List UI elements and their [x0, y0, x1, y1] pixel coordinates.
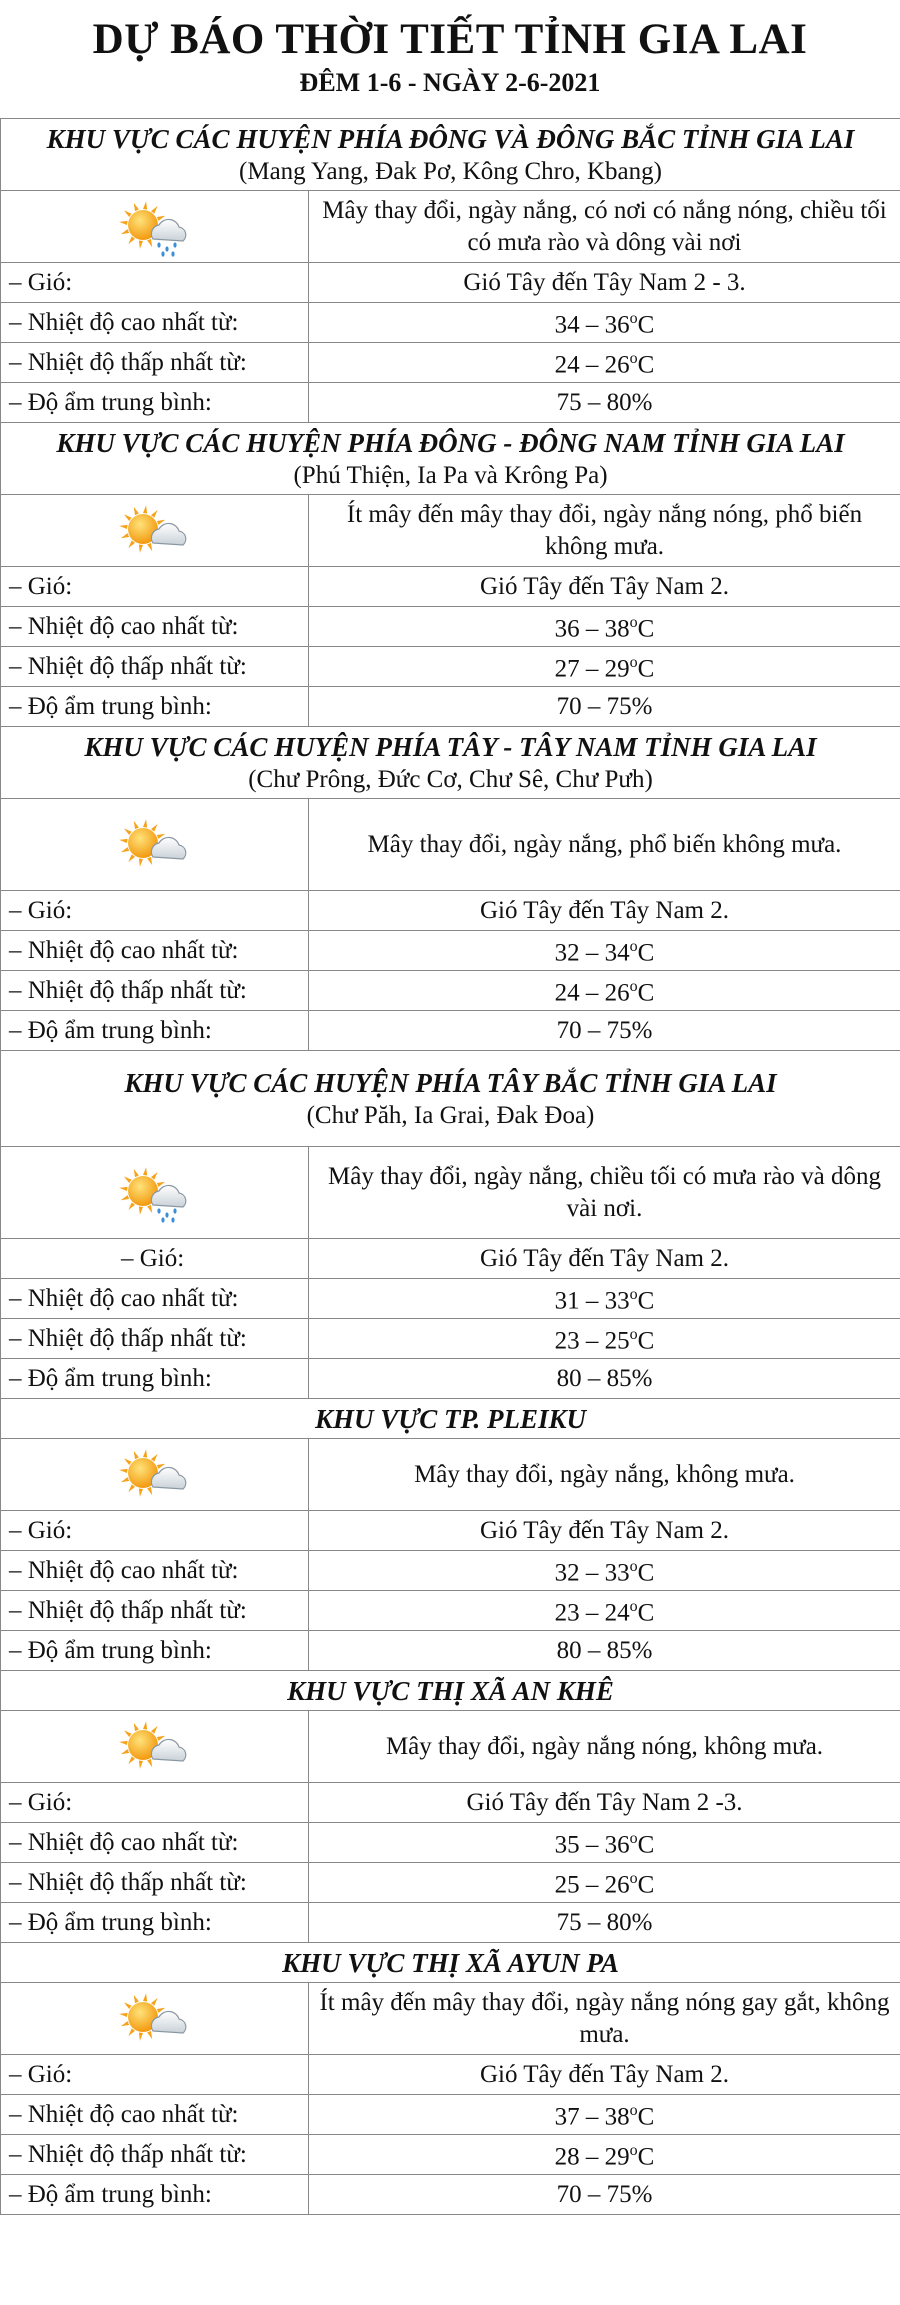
- weather-description: Mây thay đổi, ngày nắng nóng, không mưa.: [309, 1711, 900, 1783]
- temp-unit: C: [637, 1871, 655, 1899]
- region-header-cell: [1, 1399, 900, 1439]
- humidity-label: – Độ ẩm trung bình:: [1, 1011, 309, 1051]
- weather-icon-cell: [1, 1983, 309, 2055]
- wind-label: – Gió:: [1, 567, 309, 607]
- region-title: KHU VỰC CÁC HUYỆN PHÍA ĐÔNG - ĐÔNG NAM TỈNH GIA LAI: [56, 427, 845, 458]
- degree-sup: o: [629, 1870, 638, 1888]
- wind-label: – Gió:: [1, 1783, 309, 1823]
- page-title: DỰ BÁO THỜI TIẾT TỈNH GIA LAI: [92, 16, 808, 63]
- weather-icon-cell: [1, 1439, 309, 1511]
- humidity-label: – Độ ẩm trung bình:: [1, 383, 309, 423]
- max-temp-label: – Nhiệt độ cao nhất từ:: [1, 303, 309, 343]
- humidity-value: 70 – 75%: [309, 1011, 900, 1051]
- temp-unit: C: [637, 2103, 655, 2131]
- humidity-row: [1, 687, 900, 727]
- temp-unit: C: [637, 311, 655, 339]
- humidity-label: – Độ ẩm trung bình:: [1, 1631, 309, 1671]
- humidity-row: [1, 1903, 900, 1943]
- wind-row: [1, 2055, 900, 2095]
- region-header-row: [1, 727, 900, 799]
- region-weather-row: [1, 495, 900, 567]
- forecast-table: [0, 118, 900, 2215]
- weather-description: Ít mây đến mây thay đổi, ngày nắng nóng, phổ biến không mưa.: [309, 495, 900, 567]
- wind-label: – Gió:: [1, 2055, 309, 2095]
- temp-unit: C: [637, 351, 655, 379]
- min-temp-number: 25 – 26: [554, 1871, 630, 1899]
- weather-description: Mây thay đổi, ngày nắng, không mưa.: [309, 1439, 900, 1511]
- sun-cloud-rain-icon: [115, 1177, 195, 1204]
- wind-row: [1, 1511, 900, 1551]
- region-districts: (Chư Păh, Ia Grai, Đak Đoa): [306, 1101, 595, 1129]
- weather-icon-cell: [1, 1147, 309, 1239]
- min-temp-number: 24 – 26: [554, 979, 630, 1007]
- max-temp-number: 34 – 36: [554, 311, 630, 339]
- region-title: KHU VỰC CÁC HUYỆN PHÍA TÂY BẮC TỈNH GIA LAI: [124, 1067, 777, 1098]
- min-temp-label: – Nhiệt độ thấp nhất từ:: [1, 647, 309, 687]
- temp-unit: C: [637, 1287, 655, 1315]
- wind-label: – Gió:: [1, 1239, 309, 1279]
- max-temp-value: [309, 607, 900, 647]
- humidity-value: 75 – 80%: [309, 1903, 900, 1943]
- wind-row: [1, 1239, 900, 1279]
- temp-unit: C: [637, 1327, 655, 1355]
- degree-sup: o: [629, 2102, 638, 2120]
- wind-label: – Gió:: [1, 1511, 309, 1551]
- degree-sup: o: [629, 1326, 638, 1344]
- min-temp-value: [309, 1863, 900, 1903]
- weather-description: Mây thay đổi, ngày nắng, phổ biến không mưa.: [309, 799, 900, 891]
- humidity-row: [1, 2175, 900, 2215]
- min-temp-label: – Nhiệt độ thấp nhất từ:: [1, 1591, 309, 1631]
- degree-sup: o: [629, 350, 638, 368]
- min-temp-number: 23 – 24: [554, 1599, 630, 1627]
- temp-unit: C: [637, 1559, 655, 1587]
- max-temp-number: 37 – 38: [554, 2103, 630, 2131]
- max-temp-row: [1, 931, 900, 971]
- max-temp-label: – Nhiệt độ cao nhất từ:: [1, 1823, 309, 1863]
- min-temp-value: [309, 343, 900, 383]
- wind-value: Gió Tây đến Tây Nam 2.: [309, 891, 900, 931]
- region-header-row: [1, 1671, 900, 1711]
- max-temp-row: [1, 607, 900, 647]
- weather-description: Mây thay đổi, ngày nắng, chiều tối có mưa rào và dông vài nơi.: [309, 1147, 900, 1239]
- humidity-label: – Độ ẩm trung bình:: [1, 2175, 309, 2215]
- max-temp-value: [309, 1551, 900, 1591]
- max-temp-label: – Nhiệt độ cao nhất từ:: [1, 607, 309, 647]
- degree-sup: o: [629, 654, 638, 672]
- region-header-row: [1, 1399, 900, 1439]
- temp-unit: C: [637, 939, 655, 967]
- max-temp-label: – Nhiệt độ cao nhất từ:: [1, 2095, 309, 2135]
- humidity-value: 70 – 75%: [309, 687, 900, 727]
- min-temp-value: [309, 2135, 900, 2175]
- humidity-label: – Độ ẩm trung bình:: [1, 687, 309, 727]
- min-temp-row: [1, 647, 900, 687]
- min-temp-row: [1, 1863, 900, 1903]
- min-temp-row: [1, 2135, 900, 2175]
- max-temp-value: [309, 1279, 900, 1319]
- min-temp-label: – Nhiệt độ thấp nhất từ:: [1, 1319, 309, 1359]
- wind-row: [1, 263, 900, 303]
- degree-sup: o: [629, 310, 638, 328]
- humidity-row: [1, 1011, 900, 1051]
- max-temp-row: [1, 1551, 900, 1591]
- weather-description: Ít mây đến mây thay đổi, ngày nắng nóng gay gắt, không mưa.: [309, 1983, 900, 2055]
- region-weather-row: [1, 191, 900, 263]
- region-districts: (Chư Prông, Đức Cơ, Chư Sê, Chư Pưh): [248, 765, 653, 793]
- min-temp-value: [309, 1319, 900, 1359]
- page-subtitle: ĐÊM 1-6 - NGÀY 2-6-2021: [299, 68, 601, 97]
- humidity-label: – Độ ẩm trung bình:: [1, 1903, 309, 1943]
- degree-sup: o: [629, 1558, 638, 1576]
- min-temp-row: [1, 1591, 900, 1631]
- max-temp-label: – Nhiệt độ cao nhất từ:: [1, 1551, 309, 1591]
- max-temp-value: [309, 931, 900, 971]
- degree-sup: o: [629, 614, 638, 632]
- max-temp-number: 32 – 34: [554, 939, 630, 967]
- wind-value: Gió Tây đến Tây Nam 2 - 3.: [309, 263, 900, 303]
- weather-description: Mây thay đổi, ngày nắng, có nơi có nắng nóng, chiều tối có mưa rào và dông vài nơi: [309, 191, 900, 263]
- max-temp-value: [309, 2095, 900, 2135]
- min-temp-value: [309, 971, 900, 1011]
- forecast-table-body: [1, 119, 900, 2215]
- min-temp-label: – Nhiệt độ thấp nhất từ:: [1, 343, 309, 383]
- temp-unit: C: [637, 1831, 655, 1859]
- weather-icon-cell: [1, 1711, 309, 1783]
- region-title: KHU VỰC THỊ XÃ AYUN PA: [282, 1947, 619, 1978]
- weather-icon-cell: [1, 799, 309, 891]
- humidity-value: 70 – 75%: [309, 2175, 900, 2215]
- degree-sup: o: [629, 1598, 638, 1616]
- wind-value: Gió Tây đến Tây Nam 2.: [309, 2055, 900, 2095]
- wind-value: Gió Tây đến Tây Nam 2 -3.: [309, 1783, 900, 1823]
- max-temp-number: 35 – 36: [554, 1831, 630, 1859]
- region-header-cell: [1, 727, 900, 799]
- temp-unit: C: [637, 655, 655, 683]
- humidity-row: [1, 1631, 900, 1671]
- region-header-cell: [1, 1051, 900, 1147]
- humidity-row: [1, 1359, 900, 1399]
- region-weather-row: [1, 1439, 900, 1511]
- sun-cloud-icon: [115, 1459, 195, 1486]
- temp-unit: C: [637, 615, 655, 643]
- max-temp-row: [1, 303, 900, 343]
- region-title: KHU VỰC THỊ XÃ AN KHÊ: [287, 1675, 614, 1706]
- region-title: KHU VỰC TP. PLEIKU: [315, 1403, 586, 1434]
- degree-sup: o: [629, 1286, 638, 1304]
- sun-cloud-icon: [115, 1731, 195, 1758]
- wind-row: [1, 1783, 900, 1823]
- region-header-row: [1, 1943, 900, 1983]
- region-weather-row: [1, 1711, 900, 1783]
- min-temp-label: – Nhiệt độ thấp nhất từ:: [1, 2135, 309, 2175]
- sun-cloud-rain-icon: [115, 211, 195, 238]
- min-temp-label: – Nhiệt độ thấp nhất từ:: [1, 1863, 309, 1903]
- wind-label: – Gió:: [1, 263, 309, 303]
- wind-row: [1, 891, 900, 931]
- max-temp-row: [1, 1279, 900, 1319]
- max-temp-value: [309, 1823, 900, 1863]
- sun-cloud-icon: [115, 829, 195, 856]
- min-temp-label: – Nhiệt độ thấp nhất từ:: [1, 971, 309, 1011]
- degree-sup: o: [629, 1830, 638, 1848]
- min-temp-number: 28 – 29: [554, 2143, 630, 2171]
- region-header-cell: [1, 1671, 900, 1711]
- temp-unit: C: [637, 979, 655, 1007]
- region-districts: (Phú Thiện, Ia Pa và Krông Pa): [293, 461, 608, 489]
- wind-value: Gió Tây đến Tây Nam 2.: [309, 567, 900, 607]
- wind-value: Gió Tây đến Tây Nam 2.: [309, 1239, 900, 1279]
- weather-icon-cell: [1, 495, 309, 567]
- region-header-cell: [1, 423, 900, 495]
- min-temp-number: 27 – 29: [554, 655, 630, 683]
- region-header-row: [1, 119, 900, 191]
- humidity-row: [1, 383, 900, 423]
- region-title: KHU VỰC CÁC HUYỆN PHÍA ĐÔNG VÀ ĐÔNG BẮC TỈNH GIA LAI: [46, 123, 855, 154]
- region-weather-row: [1, 1147, 900, 1239]
- min-temp-row: [1, 971, 900, 1011]
- max-temp-label: – Nhiệt độ cao nhất từ:: [1, 1279, 309, 1319]
- region-header-cell: [1, 1943, 900, 1983]
- humidity-value: 75 – 80%: [309, 383, 900, 423]
- weather-icon-cell: [1, 191, 309, 263]
- sun-cloud-icon: [115, 515, 195, 542]
- region-districts: (Mang Yang, Đak Pơ, Kông Chro, Kbang): [239, 157, 662, 185]
- region-header-row: [1, 423, 900, 495]
- sun-cloud-icon: [115, 2003, 195, 2030]
- max-temp-number: 32 – 33: [554, 1559, 630, 1587]
- max-temp-label: – Nhiệt độ cao nhất từ:: [1, 931, 309, 971]
- min-temp-row: [1, 343, 900, 383]
- region-title: KHU VỰC CÁC HUYỆN PHÍA TÂY - TÂY NAM TỈNH GIA LAI: [84, 731, 817, 762]
- degree-sup: o: [629, 2142, 638, 2160]
- region-weather-row: [1, 799, 900, 891]
- min-temp-value: [309, 647, 900, 687]
- min-temp-number: 23 – 25: [554, 1327, 630, 1355]
- max-temp-number: 31 – 33: [554, 1287, 630, 1315]
- min-temp-value: [309, 1591, 900, 1631]
- wind-value: Gió Tây đến Tây Nam 2.: [309, 1511, 900, 1551]
- region-header-cell: [1, 119, 900, 191]
- region-header-row: [1, 1051, 900, 1147]
- wind-label: – Gió:: [1, 891, 309, 931]
- degree-sup: o: [629, 978, 638, 996]
- min-temp-row: [1, 1319, 900, 1359]
- temp-unit: C: [637, 2143, 655, 2171]
- temp-unit: C: [637, 1599, 655, 1627]
- wind-row: [1, 567, 900, 607]
- max-temp-row: [1, 2095, 900, 2135]
- humidity-label: – Độ ẩm trung bình:: [1, 1359, 309, 1399]
- max-temp-number: 36 – 38: [554, 615, 630, 643]
- region-weather-row: [1, 1983, 900, 2055]
- humidity-value: 80 – 85%: [309, 1359, 900, 1399]
- max-temp-value: [309, 303, 900, 343]
- degree-sup: o: [629, 938, 638, 956]
- min-temp-number: 24 – 26: [554, 351, 630, 379]
- humidity-value: 80 – 85%: [309, 1631, 900, 1671]
- max-temp-row: [1, 1823, 900, 1863]
